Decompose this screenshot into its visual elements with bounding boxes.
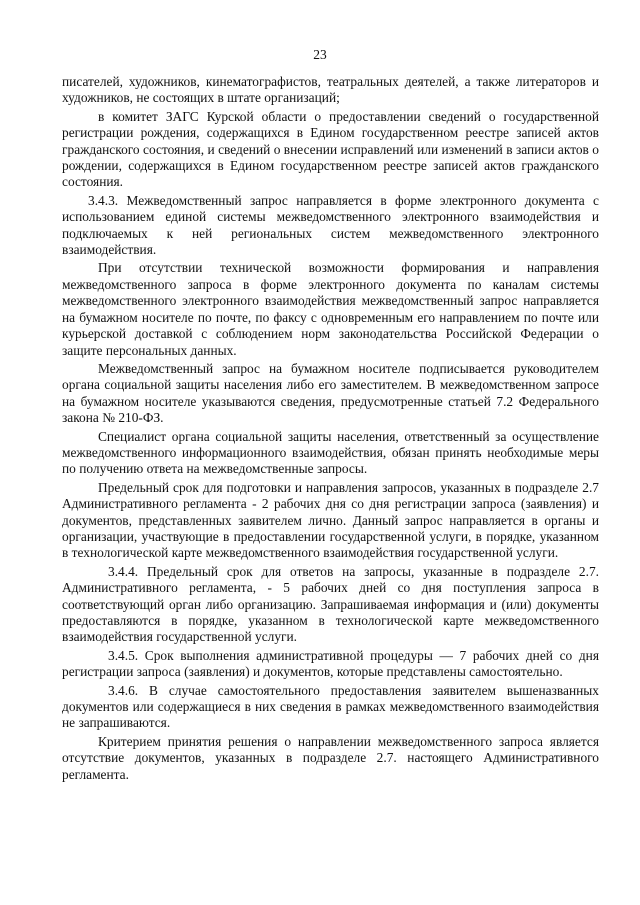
paragraph-no-technical-possibility: При отсутствии технической возможности формирования и направления межведомственного запроса в форме электронного документа по каналам системы межведомственного электронного взаимодействия межведомственный запрос направляется на бумажном носителе по почте, по факсу с одновременным его направлением по почте или курьерской доставкой с соблюдением норм законодательства Российской Федерации о защите персональных данных. (62, 260, 599, 358)
paragraph-decision-criterion: Критерием принятия решения о направлении межведомственного запроса является отсутствие документов, указанных в подразделе 2.7. настоящего Административного регламента. (62, 733, 599, 782)
document-body (62, 74, 599, 785)
paragraph-zags-request: в комитет ЗАГС Курской области о предоставлении сведений о государственной регистрации рождения, содержащихся в Едином государственном реестре записей актов гражданского состояния, и сведений о внесении исправлений или изменений в записи актов о рождении, содержащихся в Едином государственном реестре записей актов гражданского состояния. (62, 108, 599, 190)
paragraph-3-4-6: 3.4.6. В случае самостоятельного предоставления заявителем вышеназванных документов или содержащиеся в них сведения в рамках межведомственного взаимодействия не запрашиваются. (62, 682, 599, 731)
paragraph-deadline-preparation: Предельный срок для подготовки и направления запросов, указанных в подразделе 2.7 Административного регламента - 2 рабочих дня со дня регистрации запроса (заявления) и документов, представленных заявителем лично. Данный запрос направляется в органы и организации, участвующие в предоставлении государственной услуги, в порядке, указанном в технологической карте межведомственного взаимодействия государственной услуги. (62, 479, 599, 561)
page-number: 23 (313, 47, 327, 62)
paragraph-3-4-3: 3.4.3. Межведомственный запрос направляется в форме электронного документа с использованием единой системы межведомственного электронного взаимодействия и подключаемых к ней региональных систем межведомственного электронного взаимодействия. (62, 192, 599, 258)
paragraph-list-continuation: писателей, художников, кинематографистов, театральных деятелей, а также литераторов и художников, не состоящих в штате организаций; (62, 74, 599, 106)
paragraph-paper-request: Межведомственный запрос на бумажном носителе подписывается руководителем органа социальной защиты населения либо его заместителем. В межведомственном запросе на бумажном носителе указываются сведения, предусмотренные статьей 7.2 Федерального закона № 210-ФЗ. (62, 360, 599, 426)
paragraph-specialist: Специалист органа социальной защиты населения, ответственный за осуществление межведомственного информационного взаимодействия, обязан принять необходимые меры по получению ответа на межведомственные запросы. (62, 428, 599, 477)
paragraph-3-4-4: 3.4.4. Предельный срок для ответов на запросы, указанные в подразделе 2.7. Административного регламента, - 5 рабочих дней со дня поступления запроса в соответствующий орган либо организацию. Запрашиваемая информация и (или) документы предоставляются в порядке, указанном в технологической карте межведомственного взаимодействия государственной услуги. (62, 563, 599, 645)
paragraph-3-4-5: 3.4.5. Срок выполнения административной процедуры — 7 рабочих дней со дня регистрации запроса (заявления) и документов, которые представлены самостоятельно. (62, 647, 599, 680)
